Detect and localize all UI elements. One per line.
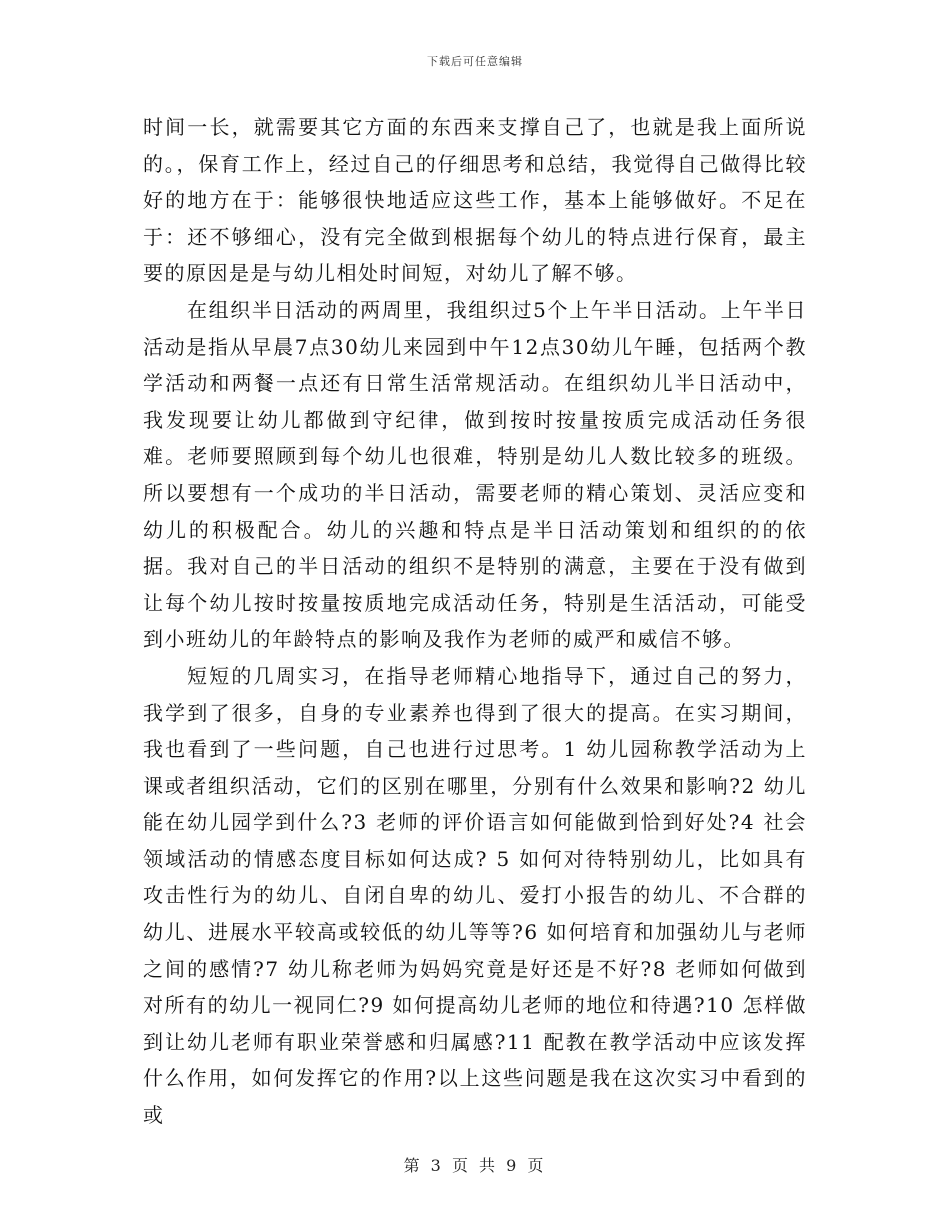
page-number-footer: 第 3 页 共 9 页 xyxy=(403,1156,547,1175)
header-note: 下载后可任意编辑 xyxy=(427,55,523,68)
paragraph-2: 在组织半日活动的两周里，我组织过5个上午半日活动。上午半日活动是指从早晨7点30幼儿来园到中午12点30幼儿午睡，包括两个教学活动和两餐一点还有日常生活常规活动。在组织幼儿半日活动中，我发现要让幼儿都做到守纪律，做到按时按量按质完成活动任务很难。老师要照顾到每个幼儿也很难，特别是幼儿人数比较多的班级。所以要想有一个成功的半日活动，需要老师的精心策划、灵活应变和幼儿的积极配合。幼儿的兴趣和特点是半日活动策划和组织的的依据。我对自己的半日活动的组织不是特别的满意，主要在于没有做到让每个幼儿按时按量按质地完成活动任务，特别是生活活动，可能受到小班幼儿的年龄特点的影响及我作为老师的威严和威信不够。 xyxy=(143,297,807,652)
paragraph-3: 短短的几周实习，在指导老师精心地指导下，通过自己的努力，我学到了很多，自身的专业素养也得到了很大的提高。在实习期间，我也看到了一些问题，自己也进行过思考。1 幼儿园称教学活动为上课或者组织活动，它们的区别在哪里，分别有什么效果和影响?2 幼儿能在幼儿园学到什么?3 老师的评价语言如何能做到恰到好处?4 社会领域活动的情感态度目标如何达成? 5 如何对待特别幼儿，比如具有攻击性行为的幼儿、自闭自卑的幼儿、爱打小报告的幼儿、不合群的幼儿、进展水平较高或较低的幼儿等等?6 如何培育和加强幼儿与老师之间的感情?7 幼儿称老师为妈妈究竟是好还是不好?8 老师如何做到对所有的幼儿一视同仁?9 如何提高幼儿老师的地位和待遇?10 怎样做到让幼儿老师有职业荣誉感和归属感?11 配教在教学活动中应该发挥什么作用，如何发挥它的作用?以上这些问题是我在这次实习中看到的或 xyxy=(143,663,807,1128)
document-body xyxy=(143,109,807,1134)
paragraph-1: 时间一长，就需要其它方面的东西来支撑自己了，也就是我上面所说的。，保育工作上，经过自己的仔细思考和总结，我觉得自己做得比较好的地方在于：能够很快地适应这些工作，基本上能够做好。不足在于：还不够细心，没有完全做到根据每个幼儿的特点进行保育，最主要的原因是是与幼儿相处时间短，对幼儿了解不够。 xyxy=(143,115,807,286)
